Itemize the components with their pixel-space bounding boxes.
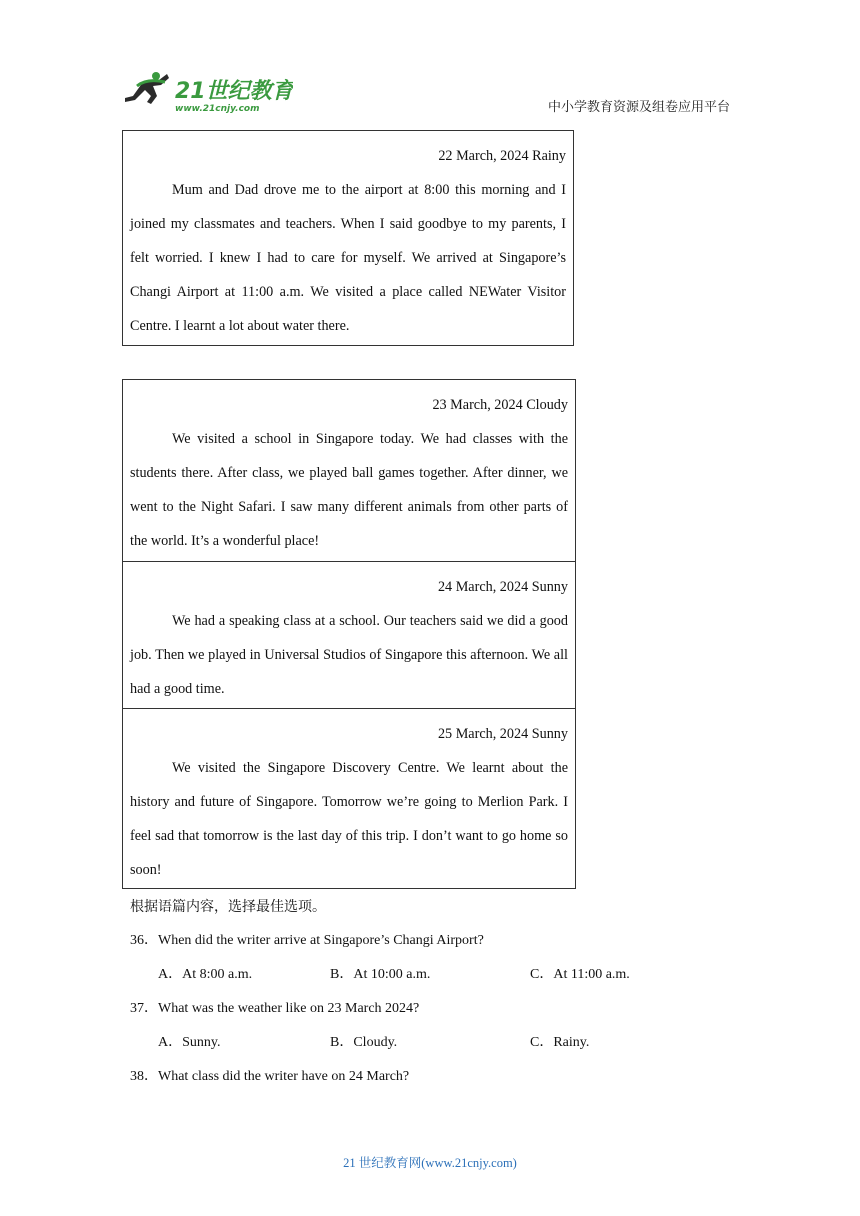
option-c: C．Rainy.: [530, 1035, 590, 1050]
entry-text: Mum and Dad drove me to the airport at 8:00 this morning and I joined my classmates and teachers. When I said goodbye to my parents, I felt worried. I knew I had to care for myself. We arrived at Singapore’s Changi Airport at 11:00 a.m. We visited a place called NEWater Visitor Centre. I learnt a lot about water there.: [130, 182, 566, 334]
site-logo: [123, 70, 293, 116]
runner-logo-icon: [123, 70, 293, 116]
question-38: 38．What class did the writer have on 24 March?: [130, 1069, 410, 1084]
entry-date: 23 March, 2024 Cloudy: [432, 397, 568, 413]
option-a: A．At 8:00 a.m.: [158, 967, 253, 982]
entry-text: We visited a school in Singapore today. We had classes with the students there. After class, we played ball games together. After dinner, we went to the Night Safari. I saw many different animals from other parts of the world. It’s a wonderful place!: [130, 431, 568, 549]
instruction-text: 根据语篇内容，选择最佳选项。: [130, 899, 326, 915]
diary-entry: [123, 561, 575, 708]
entry-date: 22 March, 2024 Rainy: [438, 148, 566, 164]
entry-text: We had a speaking class at a school. Our teachers said we did a good job. Then we played in Universal Studios of Singapore this afternoon. We all had a good time.: [130, 613, 568, 697]
diary-box-2: [122, 379, 576, 889]
logo-text: 21世纪教育: [175, 79, 293, 104]
entry-date: 25 March, 2024 Sunny: [437, 726, 568, 742]
logo-url: www.21cnjy.com: [175, 104, 260, 114]
option-a: A．Sunny.: [158, 1035, 221, 1050]
entry-date: 24 March, 2024 Sunny: [437, 579, 568, 595]
option-b: B．Cloudy.: [330, 1035, 398, 1050]
page-footer: 21 世纪教育网(www.21cnjy.com): [343, 1156, 517, 1170]
platform-title: 中小学教育资源及组卷应用平台: [547, 100, 730, 115]
diary-entry: [123, 131, 573, 343]
question-36: 36．When did the writer arrive at Singapore’s Changi Airport?: [130, 933, 484, 948]
question-37: 37．What was the weather like on 23 March 2024?: [130, 1001, 420, 1016]
entry-text: We visited the Singapore Discovery Centre. We learnt about the history and future of Singapore. Tomorrow we’re going to Merlion Park. I feel sad that tomorrow is the last day of this trip. I don’t want to go home so soon!: [130, 760, 568, 878]
diary-entry: [123, 708, 575, 888]
option-b: B．At 10:00 a.m.: [330, 967, 431, 982]
diary-entry: [123, 380, 575, 561]
option-c: C．At 11:00 a.m.: [530, 967, 630, 982]
diary-box-1: [122, 130, 574, 346]
